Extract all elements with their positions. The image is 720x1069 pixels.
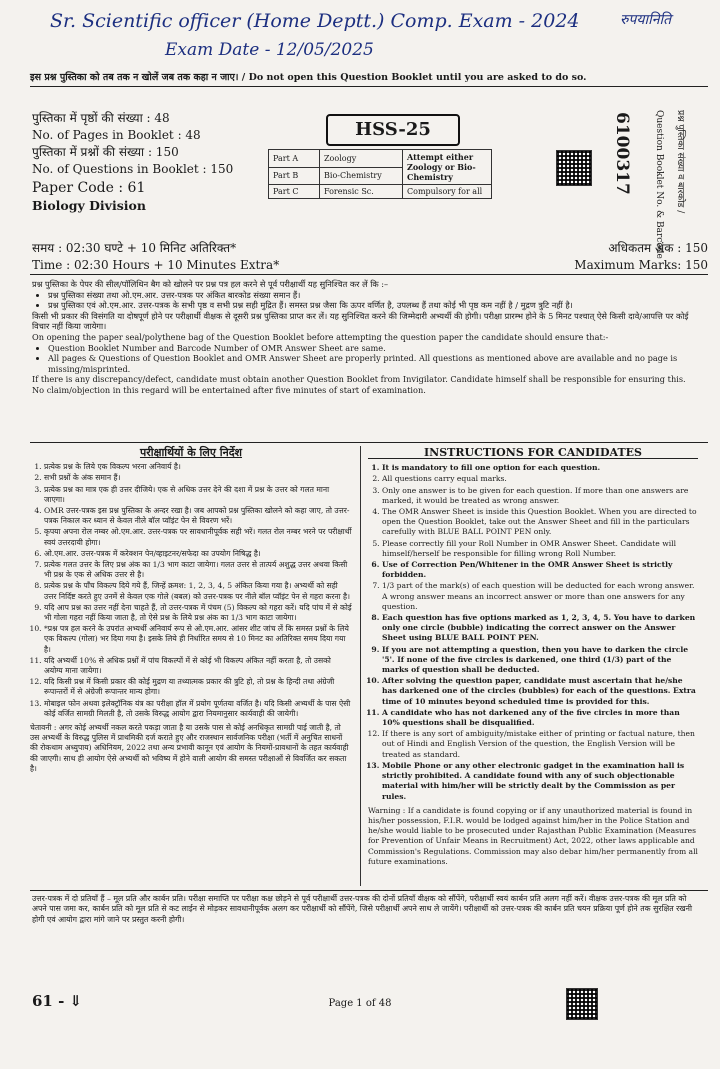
division: Biology Division	[32, 198, 146, 213]
part-label: Part B	[269, 167, 320, 185]
table-row	[269, 185, 492, 199]
list-item: 7. 1/3 part of the mark(s) of each question will be deducted for each wrong answer. A wrong answer means an incorrect answer or more than one answers for any question.	[382, 581, 698, 612]
list-item: 2. सभी प्रश्नों के अंक समान हैं।	[44, 473, 352, 483]
qr-code-icon	[556, 150, 592, 186]
list-item: 12. यदि किसी प्रश्न में किसी प्रकार की कोई मुद्रण या तथ्यात्मक प्रकार की त्रुटि हो, तो प्रश्न के हिन्दी तथा अंग्रेजी रूपान्तरों में से अंग्रेजी रूपान्तर मान्य होगा।	[44, 677, 352, 697]
booklet-label-hi: प्रश्न पुस्तिका संख्या व बारकोड /	[675, 110, 685, 214]
list-item: 4. The OMR Answer Sheet is inside this Question Booklet. When you are directed to open the Question Booklet, take out the Answer Sheet and fill in the particulars carefully with BLUE BALL POINT PEN only.	[382, 507, 698, 538]
part-label: Part C	[269, 185, 320, 199]
english-instructions	[368, 448, 698, 867]
list-item: 7. प्रत्येक गलत उत्तर के लिए प्रश्न अंक का 1/3 भाग काटा जायेगा। गलत उत्तर से तात्पर्य अशुद्ध उत्तर अथवा किसी भी प्रश्न के एक से अधिक उत्तर से है।	[44, 560, 352, 580]
paper-code: Paper Code : 61	[32, 180, 146, 196]
list-item: 3. Only one answer is to be given for each question. If more than one answers are marked, it would be treated as wrong answer.	[382, 486, 698, 506]
list-item: 6. Use of Correction Pen/Whitener in the OMR Answer Sheet is strictly forbidden.	[382, 560, 698, 580]
list-item: • Question Booklet Number and Barcode Number of OMR Answer Sheet are same.	[48, 343, 692, 354]
list-item: 8. प्रत्येक प्रश्न के पाँच विकल्प दिये गये हैं, जिन्हें क्रमश: 1, 2, 3, 4, 5 अंकित किया गया है। अभ्यर्थी को सही उत्तर निर्दिष्ट करते हुए उनमें से केवल एक गोले (बबल) को उत्तर-पत्रक पर नीले बॉल प्वॉइंट पेन से गहरा करना है।	[44, 581, 352, 601]
list-item: 11. यदि अभ्यर्थी 10% से अधिक प्रश्नों में पांच विकल्पों में से कोई भी विकल्प अंकित नहीं करता है, तो उसको अयोग्य माना जायेगा।	[44, 656, 352, 676]
time-block	[32, 240, 279, 274]
list-item: 9. यदि आप प्रश्न का उत्तर नहीं देना चाहते हैं, तो उत्तर-पत्रक में पंचम (5) विकल्प को गहरा करें। यदि पांच में से कोई भी गोला गहरा नहीं किया जाता है, तो ऐसे प्रश्न के लिये प्रश्न अंक का 1/3 भाग काटा जायेगा।	[44, 603, 352, 623]
questions-hi: पुस्तिका में प्रश्नों की संख्या : 150	[32, 145, 179, 159]
column-divider	[360, 446, 361, 886]
list-item: 3. प्रत्येक प्रश्न का मात्र एक ही उत्तर दीजिये। एक से अधिक उत्तर देने की दशा में प्रश्न के उत्तर को गलत माना जाएगा।	[44, 485, 352, 505]
part-subject: Forensic Sc.	[320, 185, 403, 199]
list-item: 1. It is mandatory to fill one option for each question.	[382, 463, 698, 473]
booklet-label-en: Question Booklet No. & Barcode	[654, 110, 664, 259]
pages-hi: पुस्तिका में पृष्ठों की संख्या : 48	[32, 111, 170, 125]
divider	[30, 890, 708, 891]
list-item: 12. If there is any sort of ambiguity/mistake either of printing or factual nature, then out of Hindi and English Version of the question, the English Version will be treated as standard.	[382, 729, 698, 760]
list-item: • प्रश्न पुस्तिका एवं ओ.एम.आर. उत्तर-पत्रक के सभी पृष्ठ व सभी प्रश्न सही मुद्रित हैं। समस्त प्रश्न जैसा कि ऊपर वर्णित है, उपलब्ध हैं तथा कोई भी पृष्ठ कम नहीं है / मुद्रण त्रुटि नहीं है।	[48, 300, 692, 311]
footer-note: उत्तर-पत्रक में दो प्रतियाँ हैं – मूल प्रति और कार्बन प्रति। परीक्षा समाप्ति पर परीक्षा कक्ष छोड़ने से पूर्व परीक्षार्थी उत्तर-पत्रक की दोनों प्रतियाँ वीक्षक को सौंपेंगे, परीक्षार्थी स्वयं कार्बन प्रति अलग नहीं करें। वीक्षक उत्तर-पत्रक की मूल प्रति को अपने पास जमा कर, कार्बन प्रति को मूल प्रति से कट लाईन से मोड़कर सावधानीपूर्वक अलग कर परीक्षार्थी को सौंपेंगे, जिसे परीक्षार्थी अपने साथ ले जायेंगे। परीक्षार्थी को उत्तर-पत्रक की कार्बन प्रति चयन प्रक्रिया पूर्ण होने तक सुरक्षित रखनी होगी एवं आयोग द्वारा मांगे जाने पर प्रस्तुत करनी होगी।	[32, 894, 693, 924]
english-heading: INSTRUCTIONS FOR CANDIDATES	[368, 448, 698, 459]
table-row	[269, 150, 492, 168]
time-en: Time : 02:30 Hours + 10 Minutes Extra*	[32, 258, 280, 272]
booklet-code-box: HSS-25	[326, 114, 460, 146]
intro-hi: प्रश्न पुस्तिका के पेपर की सील/पॉलिथिन बैग को खोलने पर प्रश्न पत्र हल करने से पूर्व परीक्षार्थी यह सुनिश्चित कर लें कि :–	[32, 279, 389, 289]
list-item: 10. *प्रश्न पत्र हल करने के उपरांत अभ्यर्थी अनिवार्य रूप से ओ.एम.आर. आंसर शीट जांच लें कि समस्त प्रश्नों के लिये एक विकल्प (गोला) भर दिया गया है। इसके लिये ही निर्धारित समय से 10 मिनट का अतिरिक्त समय दिया गया है।	[44, 624, 352, 655]
handwritten-exam-title: Sr. Scientific officer (Home Deptt.) Comp. Exam - 2024	[50, 10, 580, 32]
divider	[30, 274, 708, 275]
list-item: 5. Please correctly fill your Roll Number in OMR Answer Sheet. Candidate will himself/herself be responsible for filling wrong Roll Number.	[382, 539, 698, 559]
hindi-warning: चेतावनी : अगर कोई अभ्यर्थी नकल करते पकड़ा जाता है या उसके पास से कोई अनधिकृत सामग्री पाई जाती है, तो उस अभ्यर्थी के विरुद्ध पुलिस में प्राथमिकी दर्ज कराते हुए और राजस्थान सार्वजनिक परीक्षा (भर्ती में अनुचित साधनों की रोकथाम अध्युपाय) अधिनियम, 2022 तथा अन्य प्रभावी कानून एवं आयोग के नियमों-प्रावधानों के तहत कार्यवाही की जाएगी। साथ ही आयोग ऐसे अभ्यर्थी को भविष्य में होने वाली आयोग की समस्त परीक्षाओं से विवर्जित कर सकता है।	[30, 723, 349, 773]
part-note: Attempt either Zoology or Bio-Chemistry	[403, 150, 492, 185]
list-item: 2. All questions carry equal marks.	[382, 474, 698, 484]
arrow-down-icon: ⇓	[64, 992, 83, 1010]
do-not-open-banner: इस प्रश्न पुस्तिका को तब तक न खोलें जब तक कहा न जाए। / Do not open this Question Booklet until you are asked to do so.	[30, 72, 587, 83]
pages-en: No. of Pages in Booklet : 48	[32, 128, 201, 142]
marks-en: Maximum Marks: 150	[574, 258, 708, 272]
booklet-meta	[32, 110, 233, 214]
handwritten-signature: रुपयानिति	[620, 12, 672, 28]
list-item: 10. After solving the question paper, candidate must ascertain that he/she has darkened one of the circles (bubbles) for each of the questions. Extra time of 10 minutes beyond scheduled time is provided for this.	[382, 676, 698, 707]
list-item: 13. Mobile Phone or any other electronic gadget in the examination hall is strictly prohibited. A candidate found with any of such objectionable material with him/her will be strictly dealt by the Commission as per rules.	[382, 761, 698, 802]
divider	[30, 442, 708, 443]
qr-code-icon	[566, 988, 598, 1020]
page-code-text: 61 -	[32, 992, 65, 1010]
intro-section	[32, 279, 692, 396]
part-label: Part A	[269, 150, 320, 168]
part-subject: Bio-Chemistry	[320, 167, 403, 185]
list-item: 5. कृपया अपना रोल नम्बर ओ.एम.आर. उत्तर-पत्रक पर सावधानीपूर्वक सही भरें। गलत रोल नम्बर भरने पर परीक्षार्थी स्वयं उत्तरदायी होगा।	[44, 527, 352, 547]
time-hi: समय : 02:30 घण्टे + 10 मिनिट अतिरिक्त*	[32, 241, 237, 255]
list-item: • All pages & Questions of Question Booklet and OMR Answer Sheet are properly printed. All questions as mentioned above are available and no page is missing/misprinted.	[48, 353, 692, 374]
marks-hi: अधिकतम अंक : 150	[608, 241, 708, 255]
parts-table	[268, 149, 492, 199]
intro-hi-tail: किसी भी प्रकार की विसंगति या दोषपूर्ण होने पर परीक्षार्थी वीक्षक से दूसरी प्रश्न पुस्तिका प्राप्त कर लें। यह सुनिश्चित करने की जिम्मेदारी अभ्यर्थी की होगी। परीक्षा प्रारम्भ होने के 5 मिनट पश्चात् ऐसे किसी दावे/आपत्ति पर कोई विचार नहीं किया जायेगा।	[32, 310, 689, 332]
booklet-number: 6100317	[612, 112, 632, 195]
page-code	[32, 992, 82, 1010]
intro-en: On opening the paper seal/polythene bag of the Question Booklet before attempting the question paper the candidate should ensure that:-	[32, 331, 609, 342]
questions-en: No. of Questions in Booklet : 150	[32, 162, 234, 176]
intro-en-tail: If there is any discrepancy/defect, candidate must obtain another Question Booklet from Invigilator. Candidate himself shall be responsible for ensuring this. No claim/objection in this regard will be entertained after five minutes of start of examination.	[32, 374, 686, 395]
divider	[30, 86, 708, 87]
handwritten-exam-date: Exam Date - 12/05/2025	[165, 40, 374, 60]
list-item: 1. प्रत्येक प्रश्न के लिये एक विकल्प भरना अनिवार्य है।	[44, 462, 352, 472]
list-item: 8. Each question has five options marked as 1, 2, 3, 4, 5. You have to darken only one circle (bubble) indicating the correct answer on the Answer Sheet using BLUE BALL POINT PEN.	[382, 613, 698, 644]
hindi-heading: परीक्षार्थियों के लिए निर्देश	[139, 446, 243, 459]
part-note: Compulsory for all	[403, 185, 492, 199]
list-item: 13. मोबाइल फोन अथवा इलेक्ट्रॉनिक यंत्र का परीक्षा हॉल में प्रयोग पूर्णतया वर्जित है। यदि किसी अभ्यर्थी के पास ऐसी कोई वर्जित सामग्री मिलती है, तो उसके विरुद्ध आयोग द्वारा नियमानुसार कार्यवाही की जायेगी।	[44, 699, 352, 719]
page-number: Page 1 of 48	[328, 998, 392, 1009]
list-item: 4. OMR उत्तर-पत्रक इस प्रश्न पुस्तिका के अन्दर रखा है। जब आपको प्रश्न पुस्तिका खोलने को कहा जाए, तो उत्तर-पत्रक निकाल कर ध्यान से केवल नीले बॉल प्वॉइंट पेन से विवरण भरें।	[44, 506, 352, 526]
marks-block	[560, 240, 708, 274]
part-subject: Zoology	[320, 150, 403, 168]
list-item: 11. A candidate who has not darkened any of the five circles in more than 10% questions shall be disqualified.	[382, 708, 698, 728]
hindi-instructions	[30, 448, 352, 774]
english-warning: Warning : If a candidate is found copying or if any unauthorized material is found in his/her possession, F.I.R. would be lodged against him/her in the Police Station and he/she would liable to be prosecuted under Rajasthan Public Examination (Measures for Prevention of Unfair Means in Recruitment) Act, 2022, other laws applicable and Commission's Regulations. Commission may also debar him/her permanently from all future examinations.	[368, 805, 698, 866]
list-item: • प्रश्न पुस्तिका संख्या तथा ओ.एम.आर. उत्तर-पत्रक पर अंकित बारकोड संख्या समान हैं।	[48, 290, 692, 301]
list-item: 9. If you are not attempting a question, then you have to darken the circle '5'. If none of the five circles is darkened, one third (1/3) part of the marks of question shall be deducted.	[382, 645, 698, 676]
list-item: 6. ओ.एम.आर. उत्तर-पत्रक में करेक्शन पेन/व्हाइटनर/सफेदा का उपयोग निषिद्ध है।	[44, 549, 352, 559]
